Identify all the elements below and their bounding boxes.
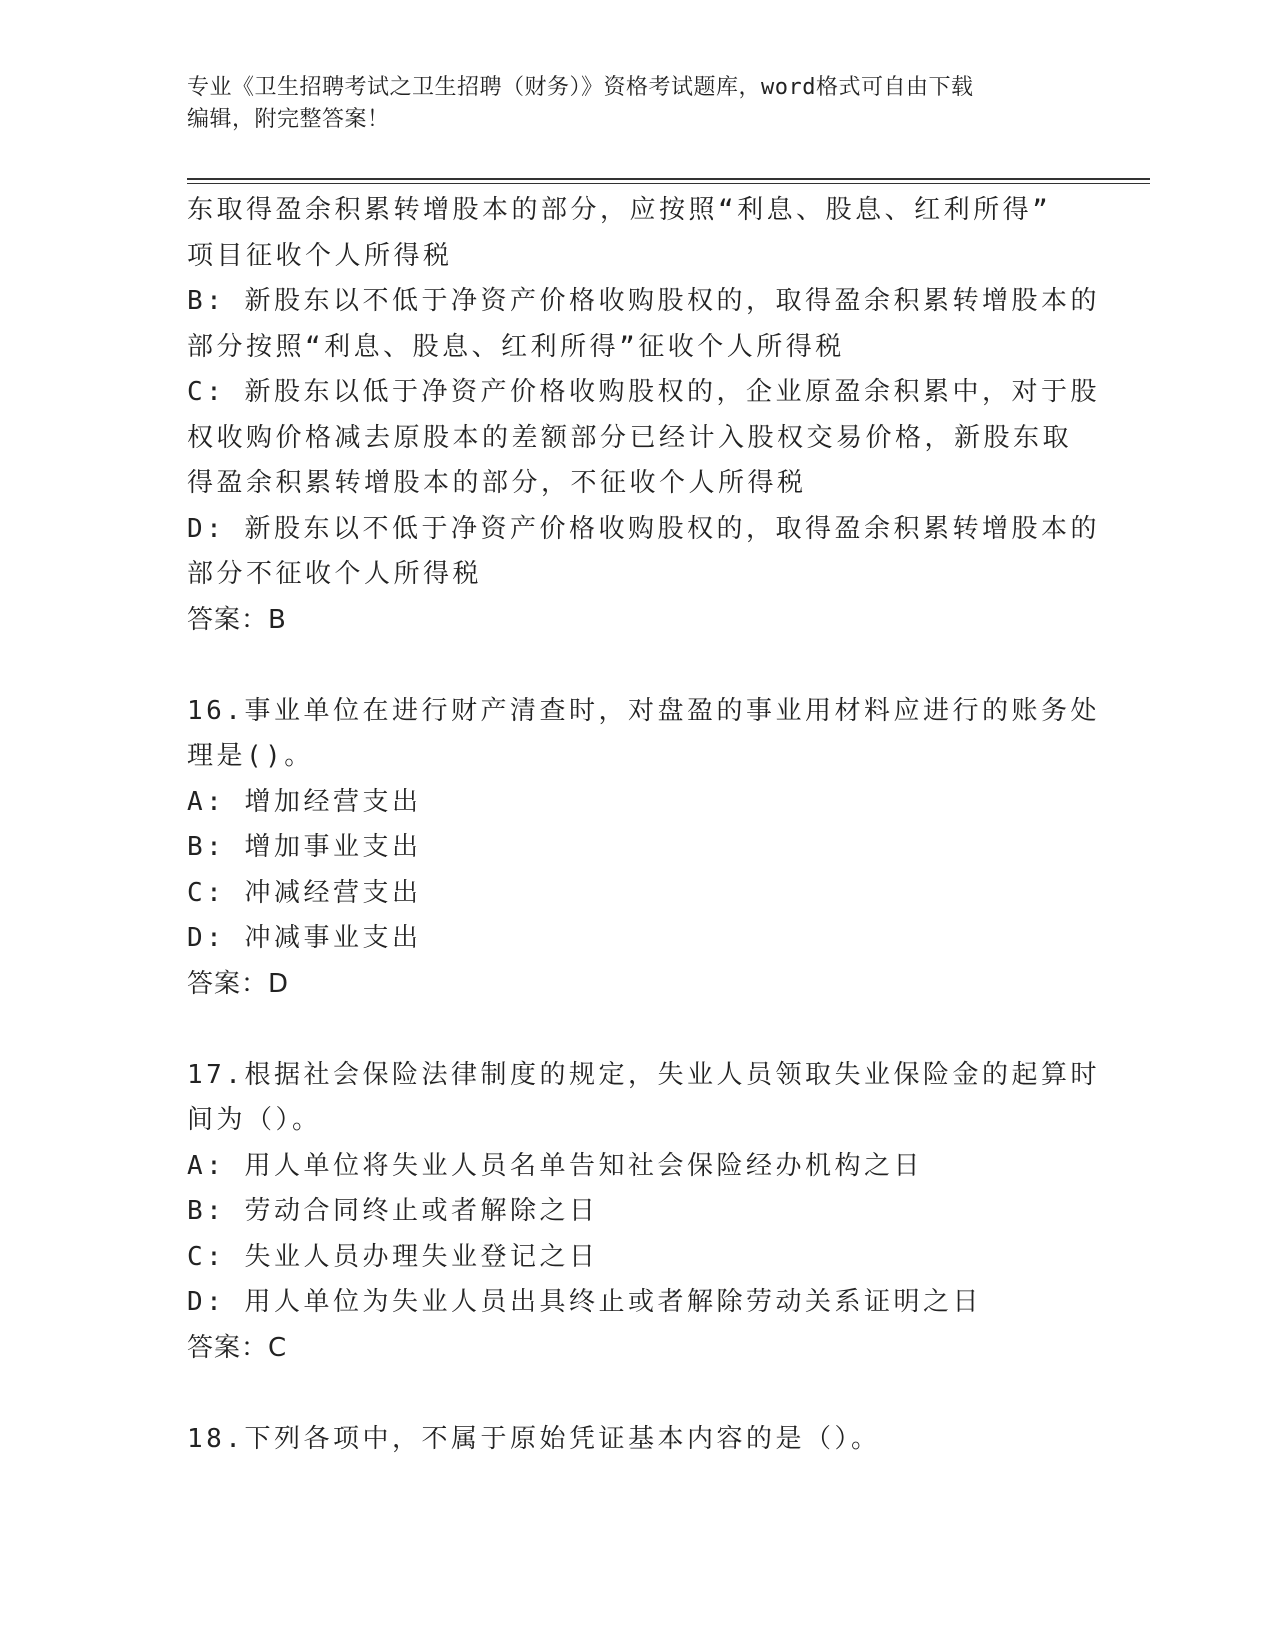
option-a: A: 用人单位将失业人员名单告知社会保险经办机构之日	[187, 1150, 923, 1181]
stem-line: 项目征收个人所得税	[187, 240, 453, 271]
question-18	[187, 1417, 1067, 1463]
option-b: B: 增加事业支出	[187, 832, 422, 862]
document-header	[187, 72, 1087, 136]
option-b-line: B: 新股东以不低于净资产价格收购股权的，取得盈余积累转增股本的	[187, 286, 1100, 316]
option-d: D: 用人单位为失业人员出具终止或者解除劳动关系证明之日	[187, 1287, 982, 1317]
answer-label: 答案：C	[187, 1332, 288, 1363]
option-a: A: 增加经营支出	[187, 786, 422, 817]
option-d-line: 部分不征收个人所得税	[187, 559, 483, 589]
option-c: C: 冲减经营支出	[187, 877, 422, 908]
header-line-2: 编辑，附完整答案！	[187, 107, 390, 132]
question-stem: 18.下列各项中，不属于原始凭证基本内容的是（）。	[187, 1423, 881, 1454]
answer-label: 答案：D	[187, 968, 290, 999]
option-c: C: 失业人员办理失业登记之日	[187, 1241, 599, 1272]
option-b: B: 劳动合同终止或者解除之日	[187, 1196, 599, 1226]
question-stem: 16.事业单位在进行财产清查时，对盘盈的事业用材料应进行的账务处	[187, 695, 1100, 726]
option-c-line: 权收购价格减去原股本的差额部分已经计入股权交易价格，新股东取	[187, 422, 1073, 453]
option-c-line: C: 新股东以低于净资产价格收购股权的，企业原盈余积累中，对于股	[187, 377, 1100, 407]
question-stem: 理是()。	[187, 741, 314, 771]
question-stem: 间为（）。	[187, 1105, 322, 1135]
stem-line: 东取得盈余积累转增股本的部分，应按照“利息、股息、红利所得”	[187, 195, 1052, 225]
header-divider	[187, 178, 1150, 184]
spacer	[187, 643, 1067, 689]
spacer	[187, 1371, 1067, 1417]
question-17	[187, 1053, 1100, 1372]
header-line-1: 专业《卫生招聘考试之卫生招聘（财务）》资格考试题库，word格式可自由下载	[187, 75, 974, 100]
question-15-continuation	[187, 188, 1100, 643]
spacer	[187, 1007, 1067, 1053]
option-d-line: D: 新股东以不低于净资产价格收购股权的，取得盈余积累转增股本的	[187, 513, 1100, 544]
option-c-line: 得盈余积累转增股本的部分，不征收个人所得税	[187, 468, 807, 498]
document-body	[187, 188, 1100, 1462]
question-16	[187, 689, 1100, 1008]
option-d: D: 冲减事业支出	[187, 923, 422, 953]
option-b-line: 部分按照“利息、股息、红利所得”征收个人所得税	[187, 331, 845, 362]
answer-label: 答案：B	[187, 604, 287, 635]
question-stem: 17.根据社会保险法律制度的规定，失业人员领取失业保险金的起算时	[187, 1059, 1100, 1090]
